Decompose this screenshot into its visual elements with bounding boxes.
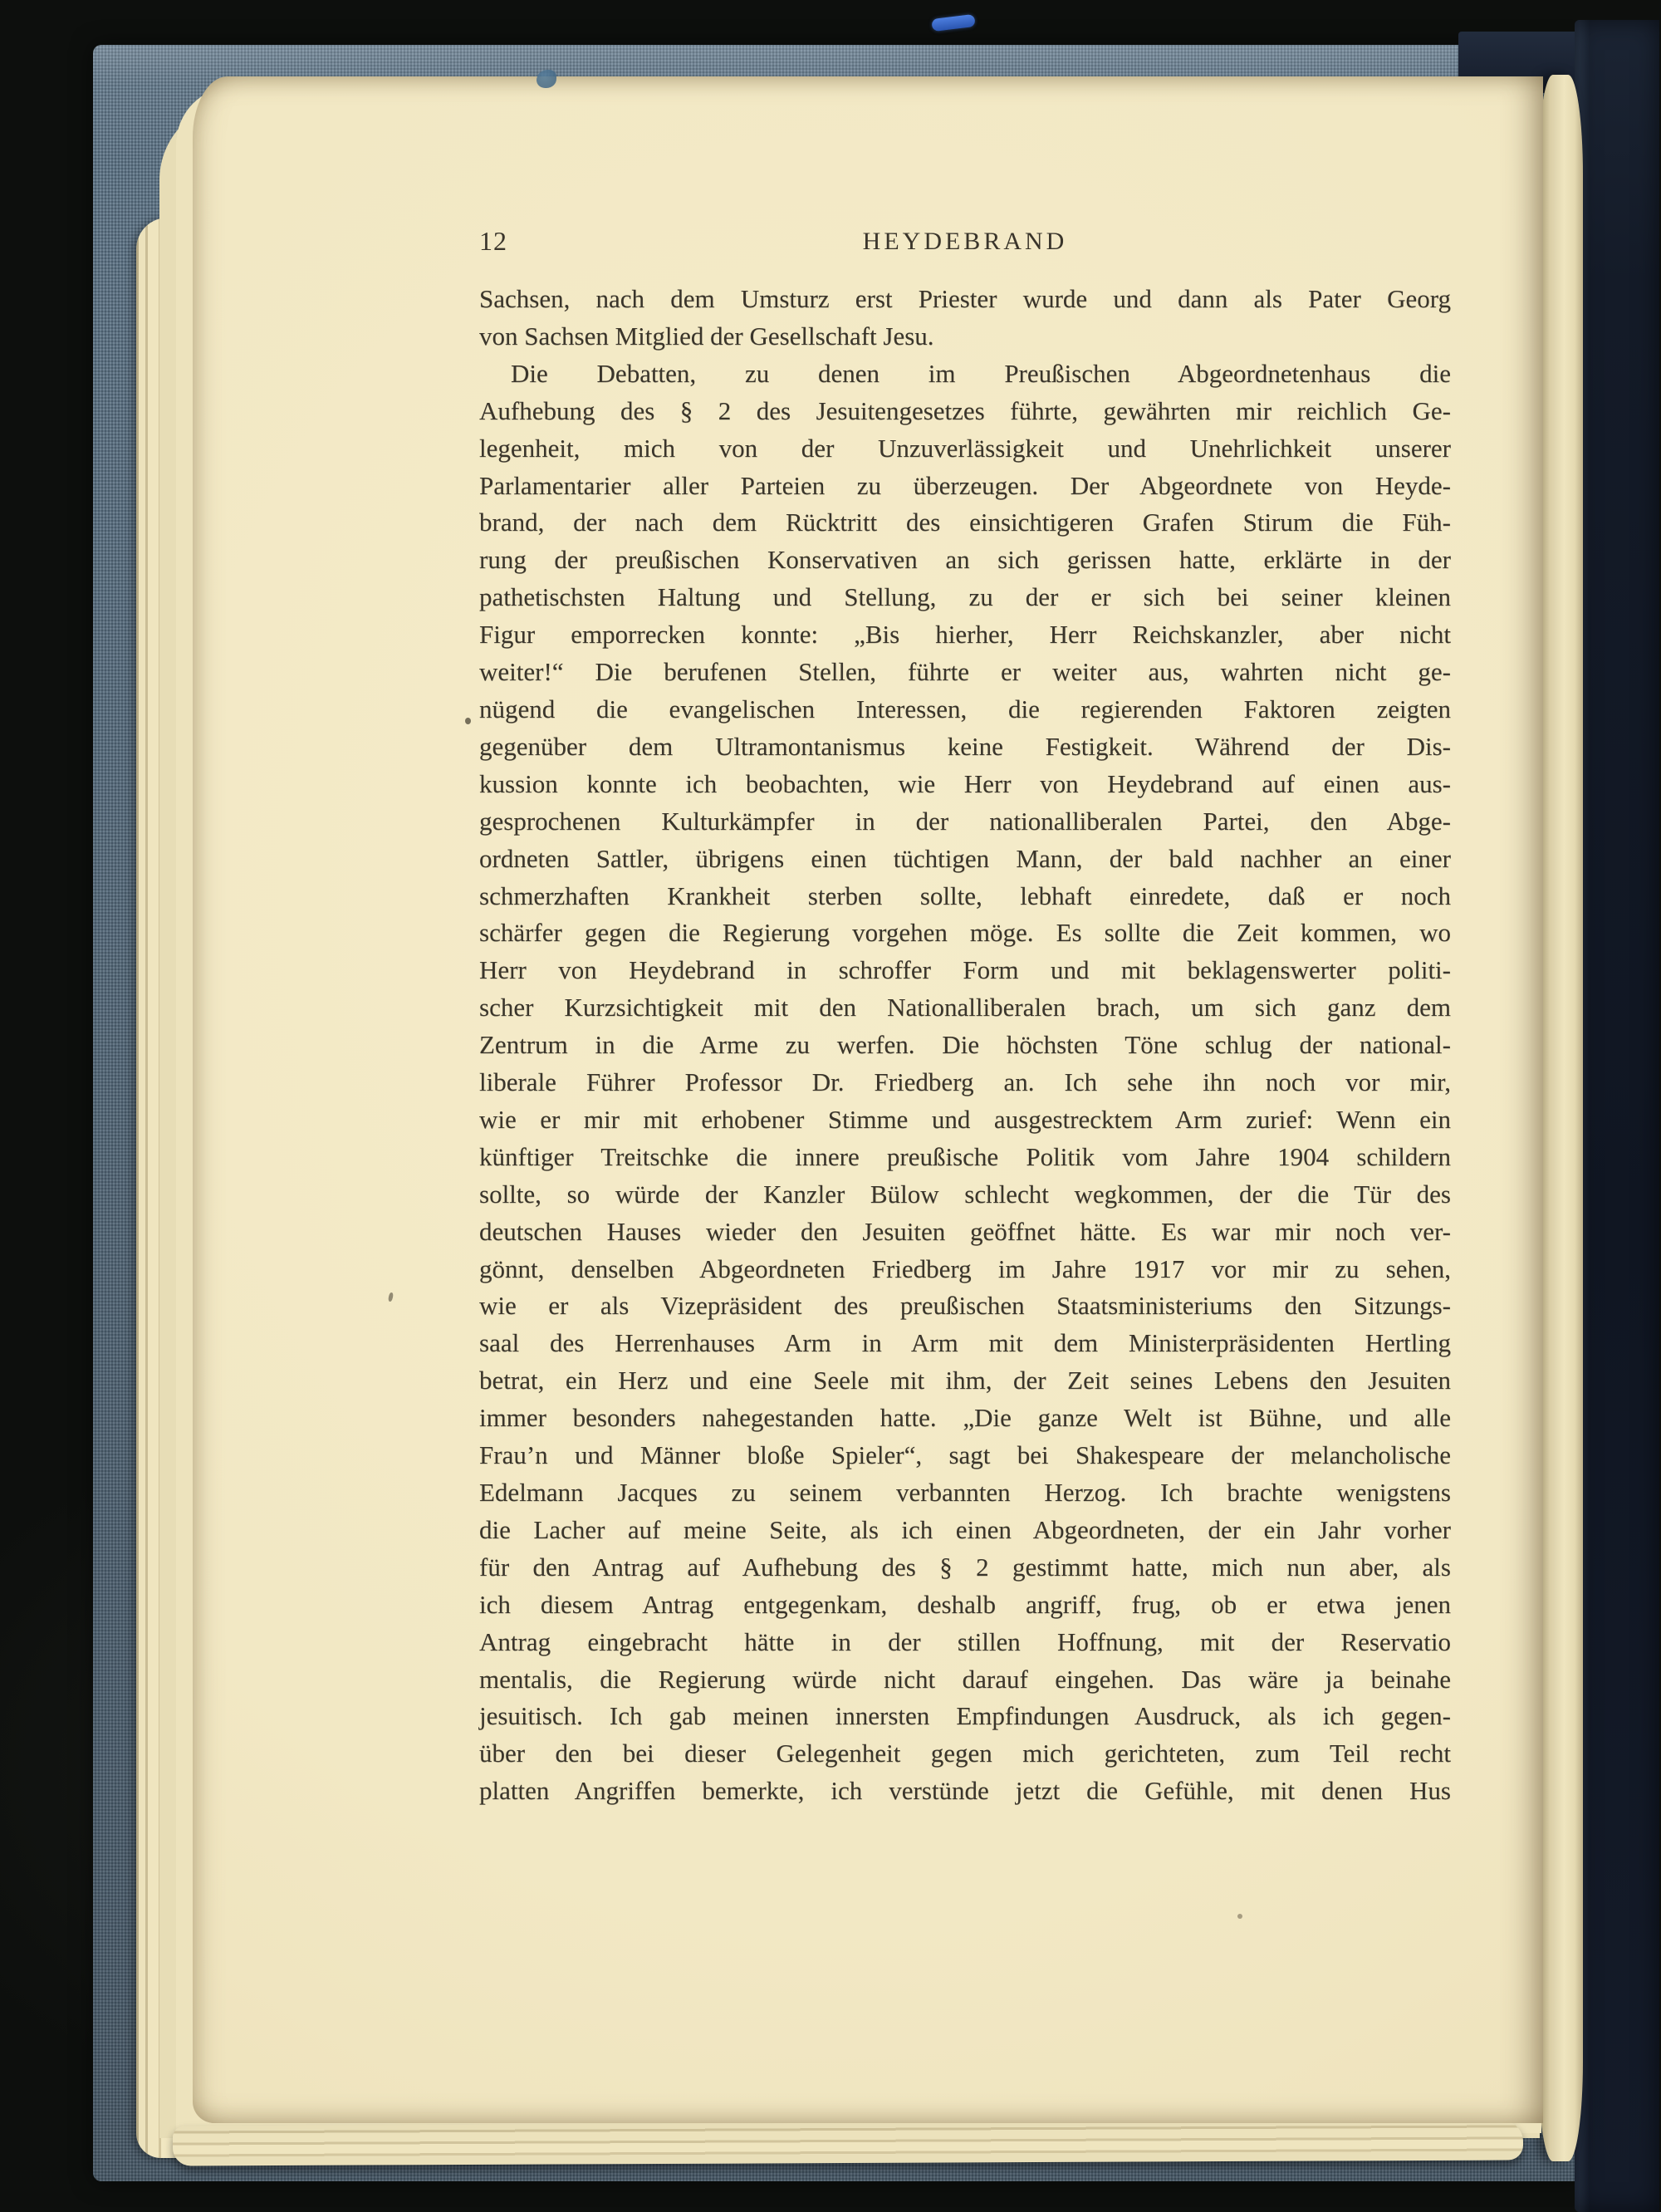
text-line: betrat, ein Herz und eine Seele mit ihm, der Zeit seines Lebens den Jesuiten bbox=[479, 1366, 1451, 1395]
page-number: 12 bbox=[479, 226, 507, 256]
text-line: pathetischsten Haltung und Stellung, zu der er sich bei seiner kleinen bbox=[479, 582, 1451, 612]
text-line: Figur emporrecken konnte: „Bis hierher, Herr Reichskanzler, aber nicht bbox=[479, 620, 1451, 650]
text-line: gönnt, denselben Abgeordneten Friedberg im Jahre 1917 vor mir zu sehen, bbox=[479, 1253, 1451, 1283]
text-line: schmerzhaften Krankheit sterben sollte, lebhaft einredete, daß er noch bbox=[479, 880, 1451, 910]
text-line: weiter!“ Die berufenen Stellen, führte er weiter aus, wahrten nicht ge- bbox=[479, 657, 1451, 687]
text-line: künftiger Treitschke die innere preußische Politik vom Jahre 1904 schildern bbox=[479, 1141, 1451, 1171]
text-line: schärfer gegen die Regierung vorgehen möge. Es sollte die Zeit kommen, wo bbox=[479, 918, 1451, 948]
ink-speck bbox=[1237, 1914, 1242, 1919]
text-line: brand, der nach dem Rücktritt des einsichtigeren Grafen Stirum die Füh- bbox=[479, 508, 1451, 537]
text-line: mentalis, die Regierung würde nicht darauf eingehen. Das wäre ja beinahe bbox=[479, 1664, 1451, 1694]
text-line: immer besonders nahegestanden hatte. „Die ganze Welt ist Bühne, und alle bbox=[479, 1403, 1451, 1433]
page-header bbox=[479, 226, 1451, 262]
text-line: wie er mir mit erhobener Stimme und ausgestrecktem Arm zurief: Wenn ein bbox=[479, 1104, 1451, 1134]
text-line: scher Kurzsichtigkeit mit den Nationalliberalen brach, um sich ganz dem bbox=[479, 993, 1451, 1023]
text-line: nügend die evangelischen Interessen, die regierenden Faktoren zeigten bbox=[479, 694, 1451, 723]
text-line: Die Debatten, zu denen im Preußischen Abgeordnetenhaus die bbox=[511, 358, 1451, 388]
text-line: jesuitisch. Ich gab meinen innersten Empfindungen Ausdruck, als ich gegen- bbox=[479, 1701, 1451, 1731]
text-line: für den Antrag auf Aufhebung des § 2 gestimmt hatte, mich nun aber, als bbox=[479, 1552, 1451, 1582]
text-line: ordneten Sattler, übrigens einen tüchtigen Mann, der bald nachher an einer bbox=[479, 843, 1451, 873]
text-line: platten Angriffen bemerkte, ich verstünde jetzt die Gefühle, mit denen Hus bbox=[479, 1776, 1451, 1806]
text-line: kussion konnte ich beobachten, wie Herr von Heydebrand auf einen aus- bbox=[479, 768, 1451, 798]
blue-ink-smudge bbox=[537, 70, 556, 88]
ink-speck bbox=[388, 1292, 394, 1302]
ink-speck bbox=[465, 718, 471, 724]
text-line: Edelmann Jacques zu seinem verbannten Herzog. Ich brachte wenigstens bbox=[479, 1478, 1451, 1507]
text-line: deutschen Hauses wieder den Jesuiten geöffnet hätte. Es war mir noch ver- bbox=[479, 1216, 1451, 1246]
text-line: rung der preußischen Konservativen an sich gerissen hatte, erklärte in der bbox=[479, 545, 1451, 575]
text-line: von Sachsen Mitglied der Gesellschaft Jesu. bbox=[479, 321, 934, 351]
text-line: sollte, so würde der Kanzler Bülow schlecht wegkommen, der die Tür des bbox=[479, 1179, 1451, 1209]
text-line: Zentrum in die Arme zu werfen. Die höchsten Töne schlug der national- bbox=[479, 1030, 1451, 1060]
text-line: Antrag eingebracht hätte in der stillen Hoffnung, mit der Reservatio bbox=[479, 1626, 1451, 1656]
right-board-navy bbox=[1575, 20, 1659, 2212]
text-line: liberale Führer Professor Dr. Friedberg an. Ich sehe ihn noch vor mir, bbox=[479, 1067, 1451, 1097]
text-line: saal des Herrenhauses Arm in Arm mit dem Ministerpräsidenten Hertling bbox=[479, 1328, 1451, 1358]
text-line: gesprochenen Kulturkämpfer in der nationalliberalen Partei, den Abge- bbox=[479, 806, 1451, 836]
text-line: über den bei dieser Gelegenheit gegen mich gerichteten, zum Teil recht bbox=[479, 1739, 1451, 1768]
text-line: Aufhebung des § 2 des Jesuitengesetzes führte, gewährten mir reichlich Ge- bbox=[479, 395, 1451, 425]
text-line: ich diesem Antrag entgegenkam, deshalb angriff, frug, ob er etwa jenen bbox=[479, 1589, 1451, 1619]
text-line: wie er als Vizepräsident des preußischen Staatsministeriums den Sitzungs- bbox=[479, 1291, 1451, 1321]
text-line: gegenüber dem Ultramontanismus keine Festigkeit. Während der Dis- bbox=[479, 731, 1451, 761]
running-head: HEYDEBRAND bbox=[862, 228, 1068, 255]
text-line: die Lacher auf meine Seite, als ich einen Abgeordneten, der ein Jahr vorher bbox=[479, 1514, 1451, 1544]
text-line: Herr von Heydebrand in schroffer Form und mit beklagenswerter politi- bbox=[479, 955, 1451, 985]
book-page bbox=[193, 76, 1543, 2123]
text-line: Sachsen, nach dem Umsturz erst Priester wurde und dann als Pater Georg bbox=[479, 284, 1451, 313]
facing-page-fore-edge bbox=[1538, 75, 1583, 2161]
text-line: Parlamentarier aller Parteien zu überzeugen. Der Abgeordnete von Heyde- bbox=[479, 470, 1451, 500]
text-line: Frau’n und Männer bloße Spieler“, sagt bei Shakespeare der melancholische bbox=[479, 1440, 1451, 1470]
blue-paint-mark bbox=[931, 14, 975, 32]
page-stack-bottom-edge bbox=[173, 2120, 1523, 2165]
text-block bbox=[479, 281, 1451, 1810]
text-line: legenheit, mich von der Unzuverlässigkeit und Unehrlichkeit unserer bbox=[479, 433, 1451, 463]
